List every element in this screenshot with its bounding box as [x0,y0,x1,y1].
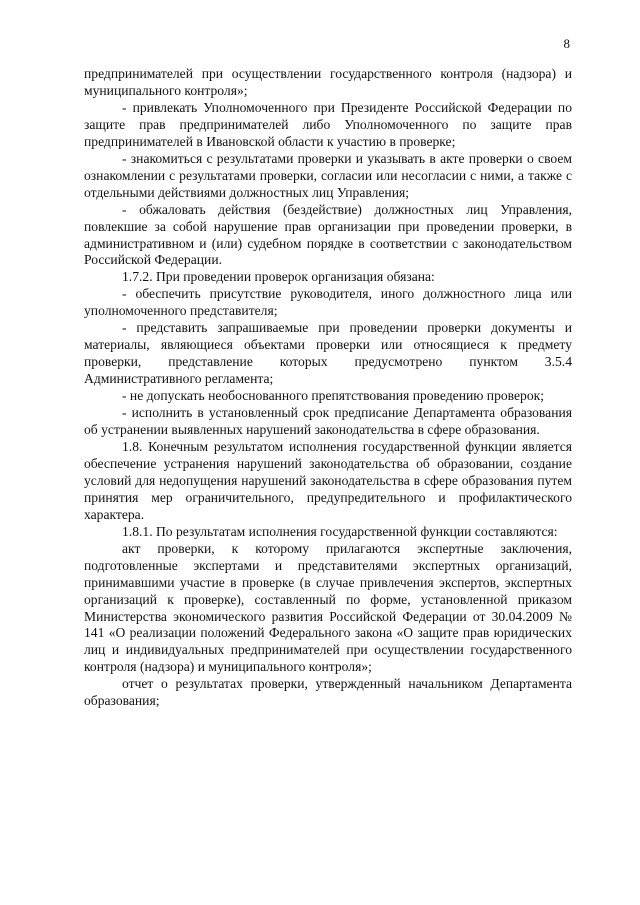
paragraph: 1.7.2. При проведении проверок организация обязана: [122,269,435,285]
paragraph: 1.8. Конечным результатом исполнения государственной функции является обеспечение устранения нарушений законодательства об образовании, создание условий для недопущения нарушений законодательства в сфере образования путем принятия мер ограничительного, предупредительного и профилактического характера. [84,438,572,522]
paragraph: 1.8.1. По результатам исполнения государственной функции составляются: [122,523,558,539]
paragraph: - привлекать Уполномоченного при Президенте Российской Федерации по защите прав предпринимателей либо Уполномоченного по защите прав предпринимателей в Ивановской области к участию в проверке; [84,99,572,149]
document-body [84,66,572,710]
paragraph: - исполнить в установленный срок предписание Департамента образования об устранении выявленных нарушений законодательства в сфере образования. [84,405,572,438]
paragraph: предпринимателей при осуществлении государственного контроля (надзора) и муниципального контроля»; [84,66,572,98]
page-number: 8 [563,36,570,51]
paragraph: - знакомиться с результатами проверки и указывать в акте проверки о своем ознакомлении с результатами проверки, согласии или несогласии с ними, а также с отдельными действиями должностных лиц Управления; [84,150,572,200]
paragraph: - не допускать необоснованного препятствования проведению проверок; [122,388,545,404]
paragraph: - обеспечить присутствие руководителя, иного должностного лица или уполномоченного представителя; [84,286,572,319]
paragraph: отчет о результатах проверки, утвержденный начальником Департамента образования; [84,676,572,709]
paragraph: акт проверки, к которому прилагаются экспертные заключения, подготовленные экспертами и представителями экспертных организаций, принимавшими участие в проверке (в случае привлечения экспертов, экспертных организаций к проверке), составленный по форме, установленной приказом Министерства экономического развития Российской Федерации от 30.04.2009 № 141 «О реализации положений Федерального закона «О защите прав юридических лиц и индивидуальных предпринимателей при осуществлении государственного контроля (надзора) и муниципального контроля»; [84,540,572,675]
paragraph: - обжаловать действия (бездействие) должностных лиц Управления, повлекшие за собой нарушение прав организации при проведении проверки, в административном и (или) судебном порядке в соответствии с законодательством Российской Федерации. [84,201,572,268]
paragraph: - представить запрашиваемые при проведении проверки документы и материалы, являющиеся объектами проверки или относящиеся к предмету проверки, представление которых предусмотрено пунктом 3.5.4 Административного регламента; [84,320,572,387]
